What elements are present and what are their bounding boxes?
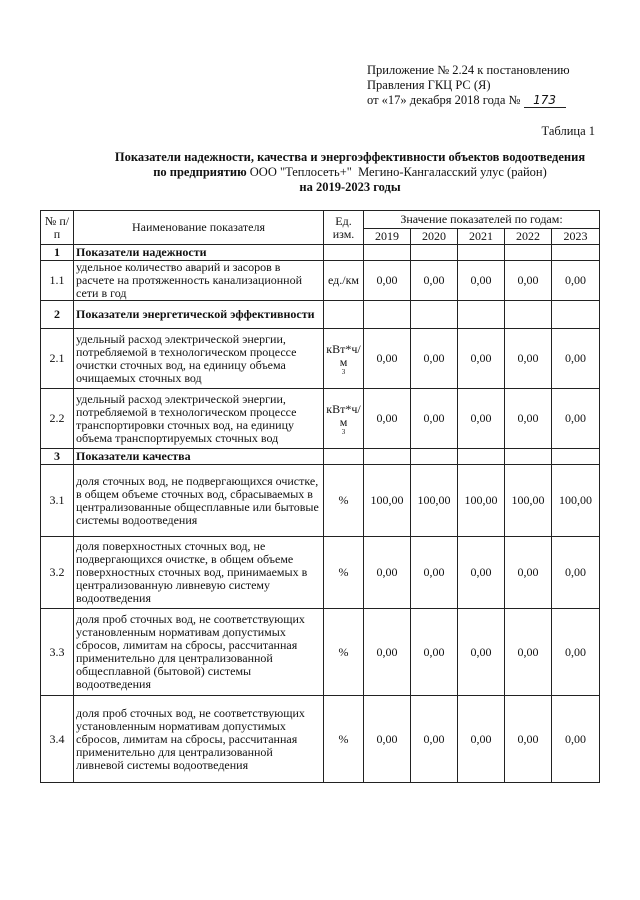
value-cell: 0,00: [364, 696, 411, 783]
value-cell: [458, 245, 505, 261]
value-cell: [458, 449, 505, 465]
value-cell: 100,00: [458, 465, 505, 537]
indicator-name: удельное количество аварий и засоров в расчете на протяженность канализационной сети в год: [74, 261, 324, 301]
value-cell: [458, 301, 505, 329]
year-header-0: 2019: [364, 229, 411, 245]
row-number: 3.3: [41, 609, 74, 696]
table-label: Таблица 1: [541, 124, 595, 138]
value-cell: [364, 449, 411, 465]
row-number: 2: [41, 301, 74, 329]
appendix-line-2: Правления ГКЦ РС (Я): [367, 78, 491, 92]
value-cell: 0,00: [552, 696, 600, 783]
indicator-name: доля сточных вод, не подвергающихся очистке, в общем объеме сточных вод, сбрасываемых в централизованные общесплавные или бытовые системы водоотведения: [74, 465, 324, 537]
section-name: Показатели энергетической эффективности: [74, 301, 324, 329]
value-cell: 0,00: [411, 696, 458, 783]
value-cell: 0,00: [552, 609, 600, 696]
header-unit: Ед. изм.: [324, 211, 364, 245]
value-cell: [411, 301, 458, 329]
section-row: [41, 449, 600, 465]
value-cell: 0,00: [552, 537, 600, 609]
unit-cell: [324, 329, 364, 389]
title-line-2-company: ООО "Теплосеть+" Мегино-Кангаласский улус (район): [246, 165, 547, 179]
value-cell: 100,00: [552, 465, 600, 537]
value-cell: 0,00: [505, 537, 552, 609]
value-cell: [505, 301, 552, 329]
value-cell: 0,00: [458, 389, 505, 449]
value-cell: 0,00: [411, 329, 458, 389]
title-line-1: Показатели надежности, качества и энергоэффективности объектов водоотведения: [114, 150, 586, 164]
value-cell: 0,00: [505, 609, 552, 696]
value-cell: 0,00: [458, 261, 505, 301]
row-number: 2.2: [41, 389, 74, 449]
value-cell: 0,00: [505, 261, 552, 301]
indicator-name: доля проб сточных вод, не соответствующих установленным нормативам допустимых сбросов, лимитам на сбросы, рассчитанная применительно для централизованной общесплавной (бытовой) системы водоотведения: [74, 609, 324, 696]
decree-number: 173: [524, 94, 566, 108]
table-body: [41, 245, 600, 783]
appendix-header: [367, 63, 570, 108]
value-cell: 0,00: [364, 261, 411, 301]
year-header-1: 2020: [411, 229, 458, 245]
row-number: 3.2: [41, 537, 74, 609]
year-header-3: 2022: [505, 229, 552, 245]
unit-cell: [324, 389, 364, 449]
unit-text: ед./км: [327, 273, 360, 287]
value-cell: 0,00: [458, 537, 505, 609]
header-name: Наименование показателя: [74, 211, 324, 245]
indicator-name: удельный расход электрической энергии, потребляемой в технологическом процессе очистки сточных вод, на единицу объема очищаемых сточных вод: [74, 329, 324, 389]
value-cell: [505, 245, 552, 261]
value-cell: 0,00: [411, 609, 458, 696]
value-cell: 0,00: [552, 329, 600, 389]
value-cell: 0,00: [364, 537, 411, 609]
value-cell: [364, 245, 411, 261]
row-number: 1.1: [41, 261, 74, 301]
value-cell: 0,00: [364, 329, 411, 389]
unit-cell: [324, 301, 364, 329]
document-title: [100, 150, 600, 195]
value-cell: [411, 449, 458, 465]
value-cell: 0,00: [411, 261, 458, 301]
unit-text: кВт*ч/м: [326, 401, 361, 429]
value-cell: [552, 245, 600, 261]
value-cell: 100,00: [364, 465, 411, 537]
unit-cell: [324, 245, 364, 261]
unit-cell: [324, 261, 364, 301]
value-cell: [411, 245, 458, 261]
value-cell: 0,00: [552, 261, 600, 301]
value-cell: 100,00: [411, 465, 458, 537]
unit-text: %: [338, 493, 349, 507]
unit-text: %: [338, 731, 349, 746]
value-cell: 0,00: [552, 389, 600, 449]
unit-superscript: 3: [341, 367, 346, 376]
row-number: 3: [41, 449, 74, 465]
unit-cell: [324, 696, 364, 783]
year-header-4: 2023: [552, 229, 600, 245]
title-line-3: на 2019-2023 годы: [299, 180, 401, 194]
appendix-line-3: [367, 93, 570, 108]
value-cell: 0,00: [411, 389, 458, 449]
table-row: [41, 537, 600, 609]
section-name: Показатели качества: [74, 449, 324, 465]
value-cell: 0,00: [458, 329, 505, 389]
row-number: 3.4: [41, 696, 74, 783]
header-values: Значение показателей по годам:: [364, 211, 600, 229]
value-cell: 0,00: [505, 389, 552, 449]
value-cell: [552, 301, 600, 329]
value-cell: [364, 301, 411, 329]
unit-text: кВт*ч/м: [326, 341, 361, 369]
unit-text: %: [338, 565, 349, 579]
title-line-2-bold: по предприятию: [153, 165, 247, 179]
row-number: 2.1: [41, 329, 74, 389]
value-cell: 0,00: [458, 696, 505, 783]
indicator-name: удельный расход электрической энергии, потребляемой в технологическом процессе транспортировки сточных вод, на единицу объема транспортируемых сточных вод: [74, 389, 324, 449]
appendix-date: от «17» декабря 2018 года №: [367, 93, 521, 107]
table-row: [41, 465, 600, 537]
table-row: [41, 261, 600, 301]
section-name: Показатели надежности: [74, 245, 324, 261]
unit-cell: [324, 609, 364, 696]
table-row: [41, 696, 600, 783]
value-cell: [505, 449, 552, 465]
indicators-table: [40, 210, 600, 783]
value-cell: 0,00: [364, 389, 411, 449]
table-row: [41, 609, 600, 696]
section-row: [41, 245, 600, 261]
value-cell: 0,00: [505, 696, 552, 783]
value-cell: 100,00: [505, 465, 552, 537]
unit-cell: [324, 465, 364, 537]
year-header-2: 2021: [458, 229, 505, 245]
value-cell: 0,00: [364, 609, 411, 696]
indicator-name: доля проб сточных вод, не соответствующих установленным нормативам допустимых сбросов, лимитам на сбросы, рассчитанная применительно для централизованной ливневой системы водоотведения: [74, 696, 324, 783]
unit-text: %: [338, 644, 349, 659]
indicator-name: доля поверхностных сточных вод, не подвергающихся очистке, в общем объеме поверхностных сточных вод, принимаемых в централизованную ливневую систему водоотведения: [74, 537, 324, 609]
table-row: [41, 389, 600, 449]
appendix-line-1: Приложение № 2.24 к постановлению: [367, 63, 570, 77]
title-line-2: [100, 165, 600, 180]
unit-cell: [324, 449, 364, 465]
header-num: № п/п: [41, 211, 74, 245]
section-row: [41, 301, 600, 329]
unit-cell: [324, 537, 364, 609]
value-cell: 0,00: [458, 609, 505, 696]
value-cell: 0,00: [505, 329, 552, 389]
value-cell: [552, 449, 600, 465]
table-row: [41, 329, 600, 389]
row-number: 3.1: [41, 465, 74, 537]
unit-superscript: 3: [341, 427, 346, 436]
row-number: 1: [41, 245, 74, 261]
value-cell: 0,00: [411, 537, 458, 609]
